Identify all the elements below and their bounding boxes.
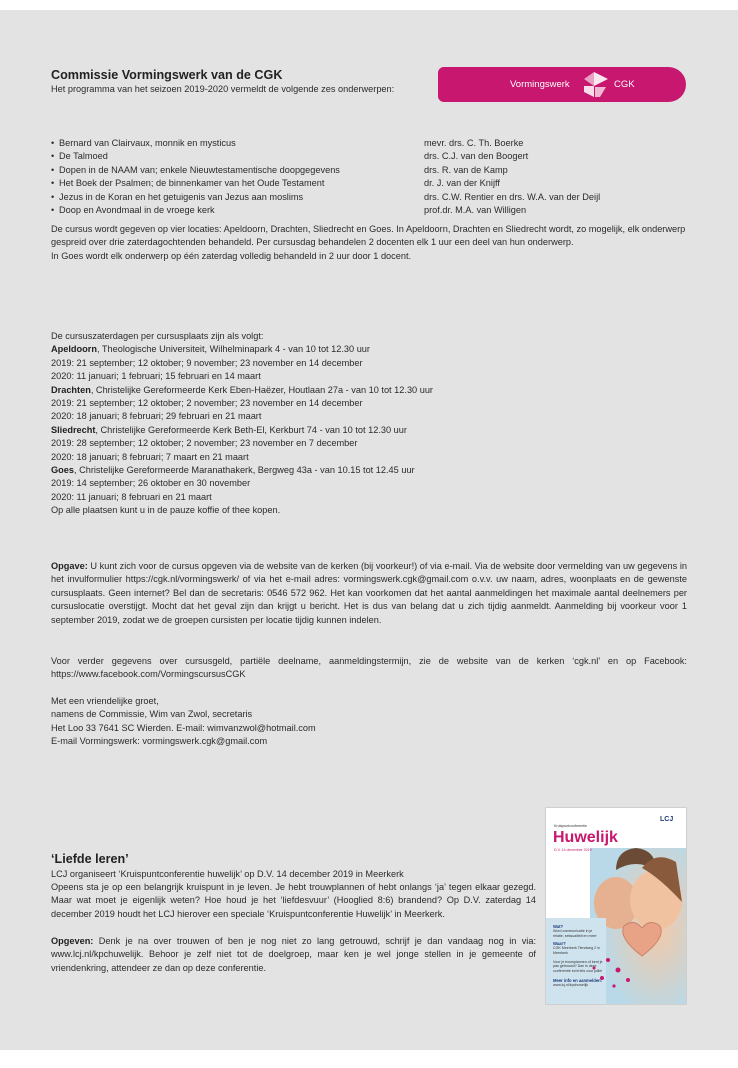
cover-url: www.lcj.nl/kpchuwelijk — [553, 983, 589, 988]
dates-2020: 2020: 11 januari; 8 februari en 21 maart — [51, 491, 212, 502]
bullet: • — [51, 204, 55, 215]
venue-address: , Christelijke Gereformeerde Maranathakerk, Bergweg 43a - van 10.15 tot 12.45 uur — [73, 465, 415, 476]
bullet: • — [51, 164, 55, 175]
list-item — [51, 177, 691, 190]
topic-text: Doop en Avondmaal in de vroege kerk — [59, 204, 215, 215]
list-item — [51, 191, 691, 204]
teacher-text: dr. J. van der Knijff — [424, 178, 500, 189]
venue-line — [51, 424, 687, 437]
cover-date: D.V. 14 december 2019 — [554, 848, 592, 852]
lcj-intro-line: LCJ organiseert ‘Kruispuntconferentie huwelijk’ op D.V. 14 december 2019 in Meerkerk — [51, 869, 404, 879]
list-item — [51, 150, 691, 163]
lcj-signup — [51, 935, 536, 975]
lcj-logo: LCJ — [660, 816, 674, 823]
venue-line — [51, 464, 687, 477]
closing-line: Met een vriendelijke groet, — [51, 696, 159, 706]
topic-text: Het Boek der Psalmen; de binnenkamer van het Oude Testament — [59, 178, 325, 189]
list-item — [51, 204, 691, 217]
cover-more: Meer info en aanmelden: — [553, 977, 603, 983]
topics-list — [51, 137, 691, 217]
bullet: • — [51, 151, 55, 162]
teacher-text: drs. C.J. van den Boogert — [424, 151, 529, 162]
signup-paragraph — [51, 560, 687, 627]
dates-2020: 2020: 11 januari; 1 februari; 15 februari en 14 maart — [51, 371, 261, 382]
topic-text: De Talmoed — [59, 151, 108, 162]
cover-q1: Wat? — [553, 924, 564, 929]
topic-text: Bernard van Clairvaux, monnik en mysticus — [59, 138, 236, 148]
bullet: • — [51, 191, 55, 202]
cover-note: Voor je trouwplannen of bent je pas getrouwd? Dan is deze conferentie echt iets voor jullie! — [553, 959, 603, 974]
more-info-paragraph: Voor verder gegevens over cursusgeld, partiële deelname, aanmeldingstermijn, zie de website van de kerken ‘cgk.nl’ en op Facebook: https://www.facebook.com/VormingscursusCGK — [51, 656, 687, 680]
cover-q2: Waar? — [553, 940, 566, 946]
list-item — [51, 137, 691, 150]
banner-right-text: CGK — [614, 79, 635, 90]
teacher-text: drs. R. van de Kamp — [424, 164, 508, 175]
dates-2019: 2019: 21 september; 12 oktober; 2 november; 23 november en 14 december — [51, 398, 363, 409]
locations-section — [51, 223, 687, 263]
coffee-note: Op alle plaatsen kunt u in de pauze koffie of thee kopen. — [51, 505, 281, 516]
lcj-signup-text: Denk je na over trouwen of ben je nog niet zo lang getrouwd, schrijf je dan vandaag nog in via: www.lcj.nl/kpchuwelijk. Behoor je zelf niet tot de doelgroep, maar ken je wel jonge stellen in je gemeente of vriendenkring, attendeer ze dan op deze conferentie. — [51, 936, 536, 973]
signup-text: U kunt zich voor de cursus opgeven via de website van de kerken (bij voorkeur!) of via e-mail. Via de website door vermelding van uw gegevens in het invulformulier https://cgk.nl/vormingswerk/ of via het e-mail adres: vormingswerk.cgk@gmail.com o.v.v. uw naam, adres, woonplaats en de gewenste cursusplaats. Geen internet? Bel dan de secretaris: 0546 572 962. Het kan voorkomen dat het aantal aanmeldingen het maximale aantal deelnemers per cursuslocatie overstijgt. Mocht dat het geval zijn dan krijgt u bericht. Het is dus van belang dat u zich tijdig aanmeldt. Aanmelding bij voorkeur voor 1 september 2019, zodat we de groepen cursisten per locatie tijdig kunnen indelen. — [51, 561, 687, 625]
banner-left-text: Vormingswerk — [510, 79, 570, 90]
goes-paragraph: In Goes wordt elk onderwerp op één zaterdag volledig behandeld in 2 uur door 1 docent. — [51, 250, 412, 261]
schedule-block — [51, 330, 687, 518]
closing-line: namens de Commissie, Wim van Zwol, secretaris — [51, 709, 253, 720]
dates-2019: 2019: 28 september; 12 oktober; 2 november; 23 november en 7 december — [51, 438, 358, 449]
cross-logo-icon — [582, 70, 610, 99]
cgk-intro: Het programma van het seizoen 2019-2020 vermeldt de volgende zes onderwerpen: — [51, 84, 395, 94]
teacher-text: prof.dr. M.A. van Willigen — [424, 204, 527, 215]
lcj-title: ‘Liefde leren’ — [51, 852, 129, 866]
venue-name: Apeldoorn — [51, 344, 97, 355]
bullet: • — [51, 138, 55, 148]
dates-section — [51, 277, 687, 304]
page-sheet — [0, 10, 738, 1050]
dates-intro: De cursuszaterdagen per cursusplaats zijn als volgt: — [51, 331, 264, 341]
teacher-text: drs. C.W. Rentier en drs. W.A. van der Deijl — [424, 191, 601, 202]
cover-title: Huwelijk — [553, 829, 618, 846]
venue-address: , Christelijke Gereformeerde Kerk Eben-Haëzer, Houtlaan 27a - van 10 tot 12.30 uur — [90, 384, 433, 395]
venue-name: Sliedrecht — [51, 424, 96, 435]
dates-2020: 2020: 18 januari; 8 februari; 29 februari en 21 maart — [51, 411, 262, 422]
topic-text: Dopen in de NAAM van; enkele Nieuwtestamentische doopgegevens — [59, 164, 340, 175]
cover-info — [553, 924, 603, 988]
bullet: • — [51, 178, 55, 189]
dates-2019: 2019: 14 september; 26 oktober en 30 november — [51, 478, 251, 489]
venue-address: , Christelijke Gereformeerde Kerk Beth-El, Kerkburt 74 - van 10 tot 12.30 uur — [95, 424, 407, 435]
lcj-signup-label: Opgeven: — [51, 936, 94, 946]
cover-q1-text: Word communicatie in je relatie, seksualiteit en meer — [553, 929, 597, 938]
cover-kicker: Kruispuntconferentie — [554, 824, 587, 828]
closing-line: E-mail Vormingswerk: vormingswerk.cgk@gmail.com — [51, 736, 268, 747]
teacher-text: mevr. drs. C. Th. Boerke — [424, 138, 524, 148]
magazine-cover — [546, 808, 686, 1004]
vormingswerk-banner — [438, 67, 686, 102]
closing-block — [51, 695, 687, 749]
cgk-title: Commissie Vormingswerk van de CGK — [51, 68, 283, 82]
venue-address: , Theologische Universiteit, Wilhelminapark 4 - van 10 tot 12.30 uur — [96, 344, 370, 355]
venue-line — [51, 343, 687, 356]
list-item — [51, 164, 691, 177]
locations-paragraph: De cursus wordt gegeven op vier locaties: Apeldoorn, Drachten, Sliedrecht en Goes. In Apeldoorn, Drachten en Sliedrecht wordt, zo mogelijk, elk onderwerp gespreid over drie zaterdagochtenden behandeld. Per cursusdag behandelen 2 docenten elk 1 uur een deel van hun onderwerp. — [51, 224, 686, 248]
lcj-body: Opeens sta je op een belangrijk kruispunt in je leven. Je hebt trouwplannen of hebt onlangs ‘ja’ tegen elkaar gezegd. Maar wat moet je eigenlijk weten? Hoe houd je het ‘liefdesvuur’ (Hooglied 8:6) brandend? Op D.V. zaterdag 14 december 2019 houdt het LCJ hierover een speciale ‘Kruispuntconferentie Huwelijk’ in Meerkerk. — [51, 882, 536, 919]
venue-line — [51, 384, 687, 397]
signup-label: Opgave: — [51, 561, 88, 571]
dates-2020: 2020: 18 januari; 8 februari; 7 maart en 21 maart — [51, 451, 249, 462]
venue-name: Goes — [51, 465, 74, 476]
cover-q2-text: CGK Meerkerk Tiendweg 2 in Meerkerk — [553, 946, 600, 955]
closing-line: Het Loo 33 7641 SC Wierden. E-mail: wimvanzwol@hotmail.com — [51, 722, 316, 733]
topic-text: Jezus in de Koran en het getuigenis van Jezus aan moslims — [59, 191, 304, 202]
dates-2019: 2019: 21 september; 12 oktober; 9 november; 23 november en 14 december — [51, 357, 363, 368]
venue-name: Drachten — [51, 384, 91, 395]
